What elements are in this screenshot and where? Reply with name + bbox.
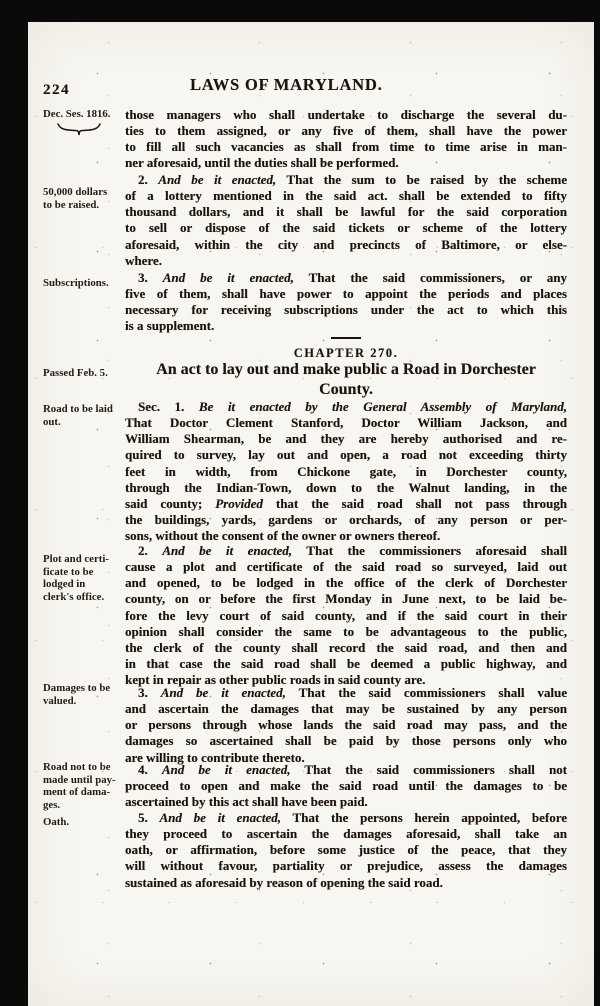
text-line: That Doctor Clement Stanford, Doctor William Jackson, and — [125, 415, 567, 431]
margin-note-subscriptions — [43, 277, 127, 290]
text-line: An act to lay out and make public a Road in Dorchester — [156, 361, 536, 378]
text-line: 3. And be it enacted, That the said commissioners, or any — [138, 270, 568, 285]
text-line: is a supplement. — [125, 318, 215, 334]
text-line: thousand dollars, and it shall be lawful for the said corporation — [125, 204, 567, 220]
running-header-title: LAWS OF MARYLAND. — [190, 75, 383, 94]
text-line: cause a plot and certificate of the said road so surveyed, laid out — [125, 559, 567, 575]
text-line: quired to survey, lay out and open, a road not exceeding thirty — [125, 447, 567, 463]
margin-note-oath — [43, 816, 127, 829]
text-line: Damages to be — [43, 682, 111, 694]
text-line: Road to be laid — [43, 403, 113, 415]
text-line: county, on or before the first Monday in June next, to be laid be- — [125, 591, 567, 607]
margin-note-damages-valued — [43, 682, 127, 707]
text-line: ascertained by this act shall have been paid. — [125, 794, 368, 810]
text-line: through the Indian-Town, down to the Walnut landing, in the — [125, 479, 567, 495]
text-line: 50,000 dollars — [43, 186, 108, 198]
text-line: those managers who shall undertake to discharge the several du- — [125, 107, 567, 122]
text-line: and ascertain the damages that may be sustained by any person — [125, 701, 567, 717]
chapter-heading: CHAPTER 270. — [293, 346, 399, 360]
text-line: 2. And be it enacted, That the commissioners aforesaid shall — [138, 543, 568, 558]
text-line: aforesaid, within the city and precincts of Baltimore, or else- — [125, 236, 567, 252]
text-line: fore the levy court of said county, and if the said court in their — [125, 607, 567, 623]
margin-note-session-date — [43, 108, 127, 121]
text-line: of a lottery mentioned in the said act. shall be extended to fifty — [125, 188, 567, 204]
text-line: where. — [125, 252, 162, 268]
text-line: to fill all such vacancies as shall from time to time arise in man- — [125, 139, 567, 155]
page-number: 224 — [43, 82, 70, 98]
paragraph-section-2-plot-certificate — [125, 543, 567, 688]
text-line: County. — [319, 380, 373, 398]
text-line: are willing to contribute thereto. — [125, 749, 305, 765]
text-line: or persons through whose lands the said road may pass, and the — [125, 717, 567, 733]
text-line: to be raised. — [43, 198, 100, 211]
text-line: kept in repair as other public roads in said county are. — [125, 672, 426, 688]
paragraph-section-1-survey-road — [125, 399, 567, 544]
text-line: Dec. Ses. 1816. — [43, 108, 111, 120]
text-line: the clerk of the county shall record the said road, and then and — [125, 639, 567, 655]
text-line: Road not to be — [43, 761, 111, 773]
text-line: the buildings, yards, gardens or orchards, of any person or per- — [125, 511, 567, 527]
text-line: William Shearman, be and they are hereby authorised and re- — [125, 431, 567, 447]
text-line: ment of dama- — [43, 786, 111, 799]
text-line: ges. — [43, 798, 61, 811]
text-line: ficate to be — [43, 565, 94, 578]
text-line: to sell or dispose of the said tickets or scheme of the lottery — [125, 220, 567, 236]
text-line: necessary for receiving subscriptions under the act to which this — [125, 302, 567, 318]
text-line: 4. And be it enacted, That the said commissioners shall not — [138, 762, 568, 777]
paragraph-section-3-value-damages — [125, 685, 567, 766]
text-line: lodged in — [43, 578, 86, 591]
text-line: and opened, to be lodged in the office of the clerk of Dorchester — [125, 575, 567, 591]
act-title — [125, 360, 567, 399]
margin-note-plot-certificate — [43, 553, 127, 603]
text-line: 5. And be it enacted, That the persons herein appointed, before — [138, 810, 567, 825]
paragraph-section-5-oath — [125, 810, 567, 891]
text-line: Plot and certi- — [43, 553, 109, 565]
brace-icon — [56, 122, 102, 136]
margin-note-passed-date — [43, 367, 127, 380]
text-line: opinion shall consider the same to be advantageous to the public, — [125, 623, 567, 639]
text-line: damages so ascertained shall be paid by those persons only who — [125, 733, 567, 749]
text-line: proceed to open and make the said road until the damages to be — [125, 778, 567, 794]
text-line: will without favour, partiality or prejudice, assess the damages — [125, 858, 567, 874]
text-line: 2. And be it enacted, That the sum to be raised by the scheme — [138, 172, 568, 187]
text-line: sons, without the consent of the owner or owners thereof. — [125, 528, 441, 544]
paragraph-section-4-payment-first — [125, 762, 567, 810]
text-line: five of them, shall have power to appoint the periods and places — [125, 286, 567, 302]
margin-note-road-laid-out — [43, 403, 127, 428]
text-line: they proceed to ascertain the damages aforesaid, shall take an — [125, 826, 567, 842]
text-line: Passed Feb. 5. — [43, 367, 108, 379]
margin-note-lottery-sum — [43, 186, 127, 211]
text-line: made until pay- — [43, 773, 116, 786]
text-line: ties to them assigned, or any five of them, shall have the power — [125, 123, 567, 139]
text-line: clerk's office. — [43, 590, 105, 603]
text-line: said county; Provided that the said road shall not pass through — [125, 495, 567, 511]
text-line: in that case the said road shall be deemed a public highway, and — [125, 655, 567, 671]
text-line: Subscriptions. — [43, 277, 109, 289]
text-line: 3. And be it enacted, That the said commissioners shall value — [138, 685, 568, 700]
text-line: Oath. — [43, 816, 70, 828]
text-line: sustained as aforesaid by reason of opening the said road. — [125, 874, 443, 890]
margin-note-payment-of-damages — [43, 761, 127, 811]
text-line: Sec. 1. Be it enacted by the General Assembly of Maryland, — [138, 399, 567, 414]
paragraph-managers-vacancies — [125, 107, 567, 172]
text-line: valued. — [43, 694, 77, 707]
text-line: ner aforesaid, until the duties shall be performed. — [125, 155, 399, 171]
paragraph-lottery-extension — [125, 172, 567, 269]
text-line: oath, or affirmation, before some justice of the peace, that they — [125, 842, 567, 858]
paragraph-subscription-periods — [125, 270, 567, 335]
section-divider-rule — [331, 337, 361, 339]
text-line: out. — [43, 415, 61, 428]
text-line: feet in width, from Chickone gate, in Dorchester county, — [125, 463, 567, 479]
